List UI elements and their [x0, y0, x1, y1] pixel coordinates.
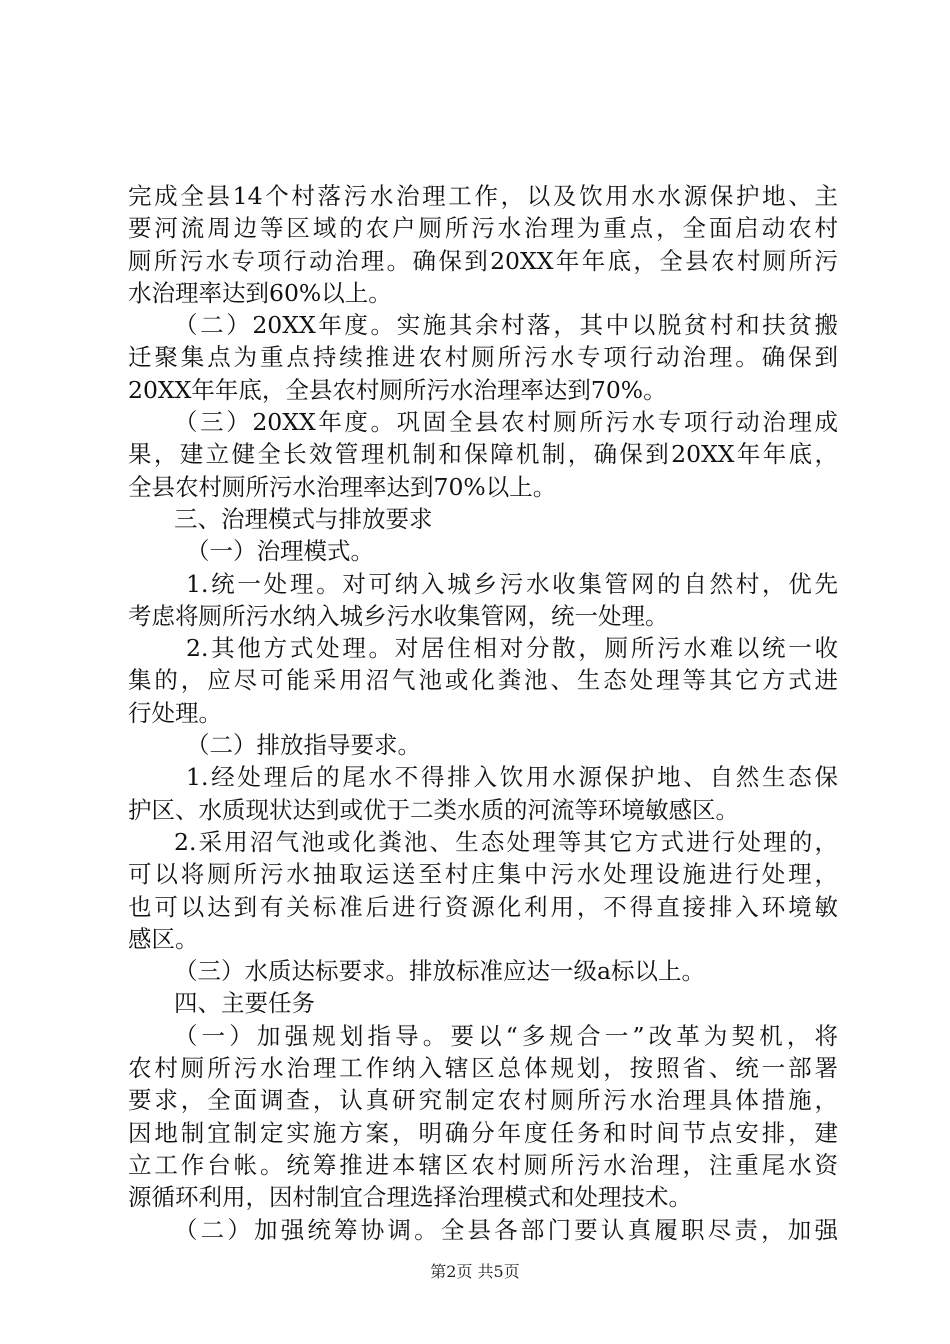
subsection-heading: （二）排放指导要求。: [186, 731, 421, 760]
text-line: （三）水质达标要求。排放标准应达一级a标以上。: [174, 957, 706, 986]
text-line: 农村厕所污水治理工作纳入辖区总体规划，按照省、统一部署: [128, 1054, 838, 1083]
text-line: 要求，全面调查，认真研究制定农村厕所污水治理具体措施，: [128, 1086, 838, 1115]
text-line: 全县农村厕所污水治理率达到70%以上。: [128, 472, 557, 501]
text-line: 护区、水质现状达到或优于二类水质的河流等环境敏感区。: [128, 795, 739, 824]
text-line: （二）加强统筹协调。全县各部门要认真履职尽责，加强: [174, 1215, 838, 1244]
document-body: [128, 180, 838, 1246]
text-line: 1.经处理后的尾水不得排入饮用水源保护地、自然生态保: [186, 763, 838, 792]
text-line: 厕所污水专项行动治理。确保到20XX年年底，全县农村厕所污: [128, 246, 838, 275]
text-line: 2.其他方式处理。对居住相对分散，厕所污水难以统一收: [186, 634, 838, 663]
text-line: 行处理。: [128, 698, 222, 727]
text-line: （三）20XX年度。巩固全县农村厕所污水专项行动治理成: [174, 408, 838, 437]
text-line: 感区。: [128, 924, 199, 953]
text-line: 集的，应尽可能采用沼气池或化粪池、生态处理等其它方式进: [128, 666, 838, 695]
text-line: 迁聚集点为重点持续推进农村厕所污水专项行动治理。确保到: [128, 343, 838, 372]
text-line: 源循环利用，因村制宜合理选择治理模式和处理技术。: [128, 1183, 692, 1212]
text-line: 完成全县14个村落污水治理工作，以及饮用水水源保护地、主: [128, 182, 838, 210]
section-heading: 三、治理模式与排放要求: [174, 504, 433, 533]
text-line: 果，建立健全长效管理机制和保障机制，确保到20XX年年底，: [128, 440, 838, 469]
text-line: （一）加强规划指导。要以“多规合一”改革为契机，将: [174, 1021, 838, 1050]
text-line: 也可以达到有关标准后进行资源化利用，不得直接排入环境敏: [128, 892, 838, 921]
section-heading: 四、主要任务: [174, 989, 315, 1018]
text-line: 2.采用沼气池或化粪池、生态处理等其它方式进行处理的，: [174, 827, 838, 856]
text-line: 立工作台帐。统筹推进本辖区农村厕所污水治理，注重尾水资: [128, 1150, 838, 1179]
text-line: （二）20XX年度。实施其余村落，其中以脱贫村和扶贫搬: [174, 311, 838, 340]
text-line: 要河流周边等区域的农户厕所污水治理为重点，全面启动农村: [128, 214, 838, 243]
text-line: 可以将厕所污水抽取运送至村庄集中污水处理设施进行处理，: [128, 860, 838, 889]
subsection-heading: （一）治理模式。: [186, 537, 374, 566]
page-footer: 第2页 共5页: [430, 1262, 520, 1281]
text-line: 1.统一处理。对可纳入城乡污水收集管网的自然村，优先: [186, 569, 838, 598]
text-line: 考虑将厕所污水纳入城乡污水收集管网，统一处理。: [128, 601, 669, 630]
text-line: 因地制宜制定实施方案，明确分年度任务和时间节点安排，建: [128, 1118, 838, 1147]
text-line: 20XX年年底，全县农村厕所污水治理率达到70%。: [128, 375, 667, 404]
text-line: 水治理率达到60%以上。: [128, 278, 392, 307]
